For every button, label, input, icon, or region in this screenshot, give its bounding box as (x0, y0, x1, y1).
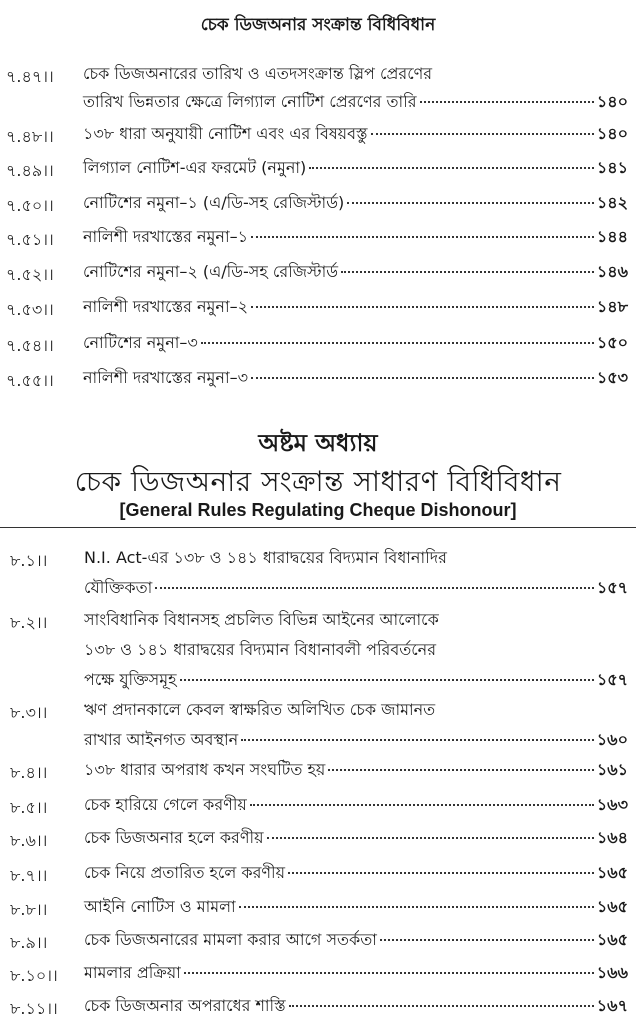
toc-entry-last-line (83, 333, 628, 353)
toc-entry-page: ১৫৭ (596, 670, 628, 689)
dot-leader (267, 837, 594, 839)
toc-entry-number: ৮.৭।। (10, 866, 48, 885)
dot-leader (328, 769, 594, 771)
dot-leader (347, 202, 594, 204)
toc-entry-number: ৮.২।। (10, 613, 48, 632)
toc-entry-page: ১৪৬ (596, 262, 628, 281)
toc-entry-page: ১৪০ (596, 124, 628, 143)
dot-leader (241, 739, 594, 741)
toc-entry-last-line (83, 92, 628, 112)
dot-leader (239, 906, 594, 908)
toc-entry-page: ১৬১ (596, 760, 628, 779)
toc-entry-page: ১৪৮ (596, 297, 628, 316)
running-head: চেক ডিজঅনার সংক্রান্ত বিধিবিধান (200, 15, 436, 35)
toc-entry-number: ৭.৫১।। (6, 230, 54, 249)
toc-entry-title-line: N.I. Act-এর ১৩৮ ও ১৪১ ধারাদ্বয়ের বিদ্যমান বিধানাদির (84, 548, 447, 567)
toc-entry-title: ১৩৮ ধারা অনুযায়ী নোটিশ এবং এর বিষয়বস্তু (83, 124, 368, 143)
toc-entry-page: ১৬৫ (596, 863, 628, 882)
chapter-subtitle: [General Rules Regulating Cheque Dishonour] (119, 500, 517, 520)
toc-entry-page: ১৬০ (596, 730, 628, 749)
toc-entry-last-line (83, 193, 628, 213)
toc-entry-title: যৌক্তিকতা (84, 578, 153, 597)
toc-entry-page: ১৬৫ (596, 897, 628, 916)
toc-entry-page: ১৪৪ (596, 227, 628, 246)
toc-entry-number: ৮.১।। (10, 551, 48, 570)
toc-entry-page: ১৪১ (596, 158, 628, 177)
toc-entry-last-line (83, 124, 628, 144)
dot-leader (289, 1005, 594, 1007)
toc-entry-page: ১৫০ (596, 333, 628, 352)
toc-entry-last-line (84, 670, 628, 690)
toc-entry-last-line (84, 578, 628, 598)
toc-entry-page: ১৬৫ (596, 930, 628, 949)
toc-entry-last-line (84, 760, 628, 780)
toc-entry-number: ৭.৪৯।। (6, 161, 54, 180)
toc-entry-title: চেক ডিজঅনার হলে করণীয় (84, 828, 264, 847)
dot-leader (371, 133, 594, 135)
toc-entry-number: ৭.৫০।। (6, 196, 54, 215)
toc-entry-last-line (83, 262, 628, 282)
toc-entry-title: চেক ডিজঅনারের মামলা করার আগে সতর্কতা (84, 930, 377, 949)
dot-leader (250, 804, 594, 806)
toc-entry-number: ৭.৫৩।। (6, 300, 54, 319)
dot-leader (309, 167, 594, 169)
toc-entry-last-line (84, 863, 628, 883)
dot-leader (155, 587, 594, 589)
toc-entry-title: চেক ডিজঅনার অপরাধের শাস্তি (84, 996, 286, 1015)
toc-entry-title: চেক নিয়ে প্রতারিত হলে করণীয় (84, 863, 286, 882)
toc-entry-title: মামলার প্রক্রিয়া (84, 963, 181, 982)
toc-entry-number: ৮.৯।। (10, 933, 48, 952)
toc-entry-number: ৮.৫।। (10, 798, 48, 817)
dot-leader (251, 377, 594, 379)
toc-entry-page: ১৬৬ (596, 963, 628, 982)
dot-leader (420, 101, 594, 103)
toc-entry-number: ৮.১১।। (10, 999, 58, 1018)
toc-entry-last-line (83, 297, 628, 317)
toc-entry-title: ১৩৮ ধারার অপরাধ কখন সংঘটিত হয় (84, 760, 326, 779)
dot-leader (251, 306, 594, 308)
toc-entry-number: ৮.৮।। (10, 900, 48, 919)
dot-leader (380, 939, 594, 941)
toc-entry-page: ১৬৪ (596, 828, 628, 847)
dot-leader (288, 872, 594, 874)
toc-entry-title: রাখার আইনগত অবস্থান (84, 730, 239, 749)
toc-entry-number: ৭.৪৭।। (6, 67, 54, 86)
toc-entry-page: ১৪০ (596, 92, 628, 111)
toc-entry-title-line: সাংবিধানিক বিধানসহ প্রচলিত বিভিন্ন আইনের আলোকে (84, 610, 439, 629)
toc-entry-last-line (83, 158, 628, 178)
dot-leader (184, 972, 594, 974)
toc-entry-title: নালিশী দরখাস্তের নমুনা–৩ (83, 368, 249, 387)
toc-entry-title: নালিশী দরখাস্তের নমুনা–২ (83, 297, 249, 316)
toc-entry-number: ৮.১০।। (10, 966, 58, 985)
toc-entry-number: ৭.৫২।। (6, 265, 54, 284)
toc-entry-last-line (83, 368, 628, 388)
toc-entry-title: নোটিশের নমুনা–১ (এ/ডি-সহ রেজিস্টার্ড) (83, 193, 345, 212)
toc-entry-title: আইনি নোটিস ও মামলা (84, 897, 236, 916)
toc-entry-number: ৭.৫৫।। (6, 371, 54, 390)
toc-entry-title-line: ১৩৮ ও ১৪১ ধারাদ্বয়ের বিদ্যমান বিধানাবলী পরিবর্তনের (84, 640, 437, 659)
toc-entry-number: ৮.৬।। (10, 831, 48, 850)
toc-entry-page: ১৬৩ (596, 795, 628, 814)
toc-entry-last-line (84, 996, 628, 1016)
toc-entry-number: ৮.৪।। (10, 763, 48, 782)
toc-entry-number: ৮.৩।। (10, 703, 48, 722)
toc-entry-title-line: ঋণ প্রদানকালে কেবল স্বাক্ষরিত অলিখিত চেক জামানত (84, 700, 436, 719)
toc-entry-last-line (84, 730, 628, 750)
toc-entry-last-line (83, 227, 628, 247)
toc-entry-title-line: চেক ডিজঅনারের তারিখ ও এতদসংক্রান্ত স্লিপ প্রেরণের (83, 64, 433, 83)
toc-entry-page: ১৫৭ (596, 578, 628, 597)
dot-leader (180, 679, 594, 681)
toc-entry-last-line (84, 897, 628, 917)
dot-leader (201, 342, 594, 344)
dot-leader (251, 236, 594, 238)
toc-entry-title: তারিখ ভিন্নতার ক্ষেত্রে লিগ্যাল নোটিশ প্রেরণের তারি (83, 92, 417, 111)
toc-entry-title: নোটিশের নমুনা–৩ (83, 333, 198, 352)
chapter-divider (0, 527, 636, 528)
dot-leader (341, 271, 594, 273)
toc-entry-last-line (84, 795, 628, 815)
toc-entry-last-line (84, 963, 628, 983)
toc-entry-page: ১৫৩ (596, 368, 628, 387)
chapter-title: চেক ডিজঅনার সংক্রান্ত সাধারণ বিধিবিধান (74, 465, 562, 498)
toc-entry-last-line (84, 930, 628, 950)
toc-entry-number: ৭.৫৪।। (6, 336, 54, 355)
toc-entry-number: ৭.৪৮।। (6, 127, 54, 146)
chapter-label: অষ্টম অধ্যায় (258, 429, 378, 457)
toc-entry-title: লিগ্যাল নোটিশ-এর ফরমেট (নমুনা) (83, 158, 307, 177)
toc-entry-last-line (84, 828, 628, 848)
toc-entry-title: নালিশী দরখাস্তের নমুনা–১ (83, 227, 249, 246)
toc-entry-title: নোটিশের নমুনা–২ (এ/ডি-সহ রেজিস্টার্ড (83, 262, 338, 281)
toc-entry-title: চেক হারিয়ে গেলে করণীয় (84, 795, 247, 814)
toc-entry-page: ১৬৭ (596, 996, 628, 1015)
toc-entry-title: পক্ষে যুক্তিসমূহ (84, 670, 177, 689)
toc-entry-page: ১৪২ (596, 193, 628, 212)
